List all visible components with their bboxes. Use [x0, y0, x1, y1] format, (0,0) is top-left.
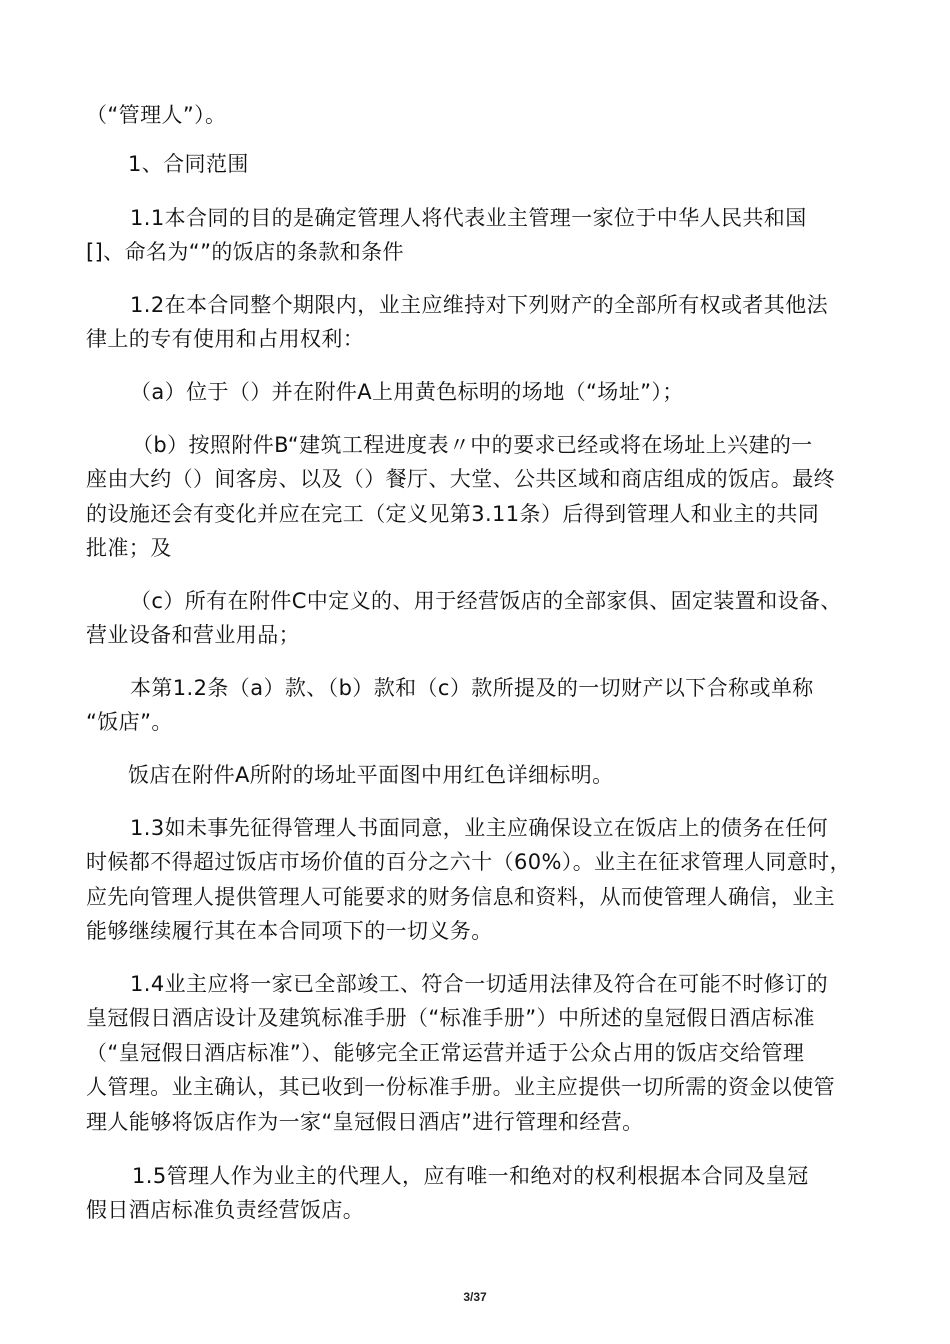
item-b-line-2: 座由大约（）间客房、以及（）餐厅、大堂、公共区域和商店组成的饭店。最终: [86, 467, 835, 491]
item-b-line-3: 的设施还会有变化并应在完工（定义见第3.11条）后得到管理人和业主的共同: [86, 502, 820, 526]
clause-1-2-line-2: 律上的专有使用和占用权利：: [86, 327, 365, 351]
item-b-line-1: （b）按照附件B“建筑工程进度表〃中的要求已经或将在场址上兴建的一: [132, 433, 813, 457]
clause-1-4-line-4: 人管理。业主确认，其已收到一份标准手册。业主应提供一切所需的资金以使管: [86, 1075, 835, 1099]
item-a: （a）位于（）并在附件A上用黄色标明的场地（“场址”）；: [130, 380, 684, 404]
item-c-line-1: （c）所有在附件C中定义的、用于经营饭店的全部家俱、固定装置和设备、: [130, 589, 842, 613]
clause-1-4-line-2: 皇冠假日酒店设计及建筑标准手册（“标准手册”）中所述的皇冠假日酒店标准: [86, 1006, 815, 1030]
clause-1-3-line-2: 时候都不得超过饭店市场价值的百分之六十（60%）。业主在征求管理人同意时，: [86, 850, 851, 874]
collective-definition-line-1: 本第1.2条（a）款、（b）款和（c）款所提及的一切财产以下合称或单称: [130, 676, 814, 700]
clause-1-5-line-2: 假日酒店标准负责经营饭店。: [86, 1198, 365, 1222]
clause-1-4-line-3: （“皇冠假日酒店标准”）、能够完全正常运营并适于公众占用的饭店交给管理: [86, 1041, 805, 1065]
item-b-line-4: 批准；及: [86, 536, 172, 560]
clause-1-1-line-1: 1.1本合同的目的是确定管理人将代表业主管理一家位于中华人民共和国: [130, 206, 807, 230]
text-line-parenthetical: （“管理人”）。: [86, 103, 227, 127]
clause-1-1-line-2: []、命名为“”的饭店的条款和条件: [86, 240, 404, 264]
section-heading: 1、合同范围: [128, 152, 249, 176]
clause-1-4-line-5: 理人能够将饭店作为一家“皇冠假日酒店”进行管理和经营。: [86, 1110, 644, 1134]
collective-definition-line-2: “饭店”。: [86, 710, 173, 734]
clause-1-3-line-1: 1.3如未事先征得管理人书面同意，业主应确保设立在饭店上的债务在任何: [130, 816, 828, 840]
clause-1-3-line-3: 应先向管理人提供管理人可能要求的财务信息和资料，从而使管理人确信，业主: [86, 885, 835, 909]
clause-1-5-line-1: 1.5管理人作为业主的代理人，应有唯一和绝对的权利根据本合同及皇冠: [132, 1164, 809, 1188]
item-c-line-2: 营业设备和营业用品；: [86, 623, 300, 647]
clause-1-2-line-1: 1.2在本合同整个期限内，业主应维持对下列财产的全部所有权或者其他法: [130, 293, 828, 317]
clause-1-4-line-1: 1.4业主应将一家已全部竣工、符合一切适用法律及符合在可能不时修订的: [130, 972, 828, 996]
clause-1-3-line-4: 能够继续履行其在本合同项下的一切义务。: [86, 919, 493, 943]
site-plan-note: 饭店在附件A所附的场址平面图中用红色详细标明。: [128, 763, 614, 787]
page-number: 3/37: [463, 1290, 487, 1304]
